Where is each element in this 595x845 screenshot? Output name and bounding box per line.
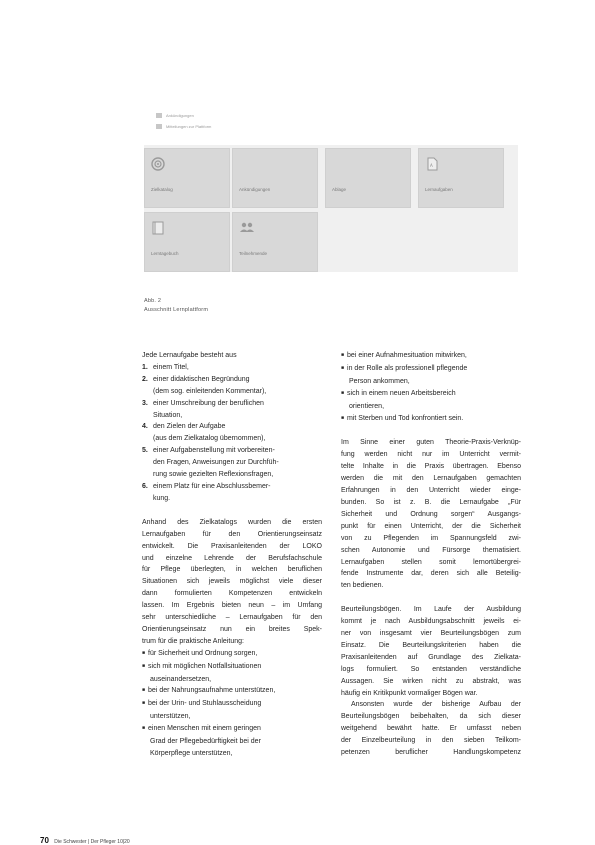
tile-ankuendigungen: [232, 148, 318, 208]
tile-label: Lernaufgaben: [425, 187, 453, 192]
paragraph-line: schen Autonomie und Fürsorge thematisiert.: [341, 546, 521, 554]
list-number: 3.: [142, 399, 148, 407]
paragraph-line: entwickelt. Die Praxisanleitenden der LOKO: [142, 542, 322, 550]
paragraph-line: Beurteilungsbögen. Im Laufe der Ausbildung: [341, 606, 521, 614]
list-text-cont: Situation,: [153, 411, 183, 419]
bullet-item-cont: auseinandersetzen,: [150, 675, 212, 683]
journal-name: Die Schwester | Der Pfleger 10|20: [54, 839, 130, 845]
bullet-item: ■ mit Sterben und Tod konfrontiert sein.: [341, 413, 521, 426]
paragraph-line: Situationen sich jeweils möglichst viele dieser: [142, 578, 322, 586]
list-text: einer didaktischen Begründung: [153, 375, 250, 383]
figure-menu-item-2: [156, 124, 211, 129]
target-icon: [151, 157, 165, 171]
paragraph-line: telte Inhalte in die Praxis übertragen. Ebenso: [341, 463, 521, 471]
bullet-item-cont: Körperpflege unterstützen,: [150, 750, 233, 757]
paragraph-line: ner von insgesamt vier Beurteilungsbögen zum: [341, 630, 521, 638]
list-number: 6.: [142, 482, 148, 490]
list-text-cont: rung sowie gezielten Reflexionsfragen,: [153, 471, 274, 479]
paragraph-line: dann formulierten Kompetenzen entwickeln: [142, 590, 322, 598]
list-item: [142, 445, 322, 457]
paragraph-line: für Pflege überlegten, in welchen beruflichen: [142, 566, 322, 574]
paragraph-line: Beurteilungsbögen beibehalten, da sich dieser: [341, 713, 521, 721]
figure-tile-grid: [144, 145, 518, 272]
paragraph-line: Aussagen. Sie wirken nicht zu abstrakt, was: [341, 677, 521, 685]
paragraph-line: kommt je nach Ausbildungsabschnitt jeweils ei-: [341, 618, 521, 626]
list-item: [142, 374, 322, 386]
left-column: [142, 350, 322, 760]
bullet-list-left: [142, 648, 322, 760]
paragraph-zielkatalog: [142, 517, 322, 648]
notebook-icon: [151, 221, 165, 235]
paragraph-line: fung werden nicht nur im Unterricht vermit-: [341, 451, 521, 459]
paragraph-line: Lernaufgaben stellen somit lernortübergrei-: [341, 558, 521, 566]
bullet-item: ■ in der Rolle als professionell pflegende: [341, 363, 521, 376]
list-text-cont: kung.: [153, 494, 171, 502]
tile-lernaufgaben: [418, 148, 504, 208]
paragraph-aufbau: [341, 699, 521, 759]
tile-lerntagebuch: [144, 212, 230, 272]
bullet-item-cont: orientieren,: [349, 402, 385, 410]
list-text: den Zielen der Aufgabe: [153, 423, 226, 431]
tile-teilnehmende: [232, 212, 318, 272]
menu-bullet-icon: [156, 124, 162, 129]
list-number: 1.: [142, 363, 148, 371]
list-item: [142, 481, 322, 493]
tile-label: Zielkatalog: [151, 187, 173, 192]
paragraph-line: Orientierungseinsatz nun ein breites Spek-: [142, 625, 322, 633]
tile-label: Teilnehmende: [239, 251, 268, 256]
paragraph-line: Erfahrungen in den Unterricht wieder einge-: [341, 487, 521, 495]
bullet-item: ■ einen Menschen mit einem geringen: [142, 723, 322, 736]
paragraph-line: werden die mit den Lernaufgaben gemachten: [341, 475, 521, 483]
list-number: 5.: [142, 447, 148, 455]
list-number: 4.: [142, 423, 148, 431]
list-text: einem Titel,: [153, 363, 189, 371]
list-item: [142, 398, 322, 410]
bullet-item: ■ bei der Urin- und Stuhlausscheidung: [142, 698, 322, 711]
menu-bullet-icon: [156, 113, 162, 118]
paragraph-line: bunden. So ist z. B. die Lernaufgabe „Für: [341, 498, 521, 506]
list-intro: Jede Lernaufgabe besteht aus: [142, 352, 237, 359]
users-icon: [239, 221, 255, 235]
list-item: [142, 421, 322, 433]
list-number: 2.: [142, 375, 148, 383]
list-text-cont: den Fragen, Anweisungen zur Durchfüh-: [153, 459, 279, 467]
bullet-item: ■ sich in einem neuen Arbeitsbereich: [341, 388, 521, 401]
svg-text:A: A: [430, 163, 433, 168]
list-text: einer Umschreibung der beruflichen: [153, 399, 264, 407]
paragraph-line: fende Instrumente dar, deren sich alle Beteilig-: [341, 570, 521, 578]
paragraph-line: punkt für einen Unterricht, der die Sicherheit: [341, 522, 521, 530]
paragraph-line: lassen. Im Ergebnis bieten neun – im Umfang: [142, 602, 322, 610]
document-icon: [425, 157, 439, 171]
figure-menu-item-1: [156, 113, 194, 118]
paragraph-line: petenzen beruflicher Handlungskompetenz: [341, 749, 521, 757]
paragraph-line: sehr unterschiedliche – Lernaufgaben für den: [142, 614, 322, 622]
figure-caption-title: Abb. 2: [144, 298, 162, 304]
page-footer: [40, 836, 130, 845]
paragraph-line: von zu Pflegenden im Spannungsfeld zwi-: [341, 534, 521, 542]
bullet-item-cont: unterstützen,: [150, 713, 191, 721]
list-item: [142, 362, 322, 374]
bullet-item: ■ sich mit möglichen Notfallsituationen: [142, 661, 322, 674]
paragraph-line: der Einzelbeurteilung in den sieben Teilkom-: [341, 737, 521, 745]
paragraph-line: Im Sinne einer guten Theorie-Praxis-Verknüp-: [341, 439, 521, 447]
paragraph-line: Sicherheit und Ordnung sorgen“ Ausgangs-: [341, 510, 521, 518]
paragraph-line: und einzelne Lehrende der Berufsfachschule: [142, 554, 322, 562]
bullet-item: ■ bei der Nahrungsaufnahme unterstützen,: [142, 685, 322, 698]
page-number: 70: [40, 836, 49, 845]
figure-menu-label: Mitteilungen zur Plattform: [166, 124, 212, 129]
tile-zielkatalog: [144, 148, 230, 208]
paragraph-line: Einsatz. Die Beurteilungskriterien haben die: [341, 641, 521, 649]
list-text: einem Platz für eine Abschlussbemer-: [153, 482, 271, 490]
paragraph-line: Lernaufgaben für den Orientierungseinsatz: [142, 530, 322, 538]
bullet-item-cont: Person ankommen,: [349, 377, 410, 385]
tile-label: Lerntagebuch: [151, 251, 179, 256]
figure-menu-label: Ankündigungen: [166, 113, 194, 118]
bullet-item: ■ für Sicherheit und Ordnung sorgen,: [142, 648, 322, 661]
figure-caption-text: Ausschnitt Lernplattform: [144, 307, 209, 313]
bullet-item: ■ bei einer Aufnahmesituation mitwirken,: [341, 350, 521, 363]
paragraph-line: weitgehend bewährt hatte. Er umfasst neben: [341, 725, 521, 733]
list-text-cont: (aus dem Zielkatalog übernommen),: [153, 435, 266, 443]
right-column: [341, 350, 521, 759]
tile-label: Ablage: [332, 187, 347, 192]
numbered-list: [142, 362, 322, 505]
tile-label: Ankündigungen: [239, 187, 271, 192]
paragraph-theorie-praxis: [341, 437, 521, 592]
bullet-list-right: [341, 350, 521, 425]
paragraph-line: häufig ein Kritikpunkt vormaliger Bögen war.: [341, 689, 478, 697]
bullet-item-cont: Grad der Pflegebedürftigkeit bei der: [150, 738, 261, 746]
paragraph-beurteilungsboegen: [341, 604, 521, 699]
paragraph-line: Ansonsten wurde der bisherige Aufbau der: [351, 701, 521, 709]
paragraph-line: logs formuliert. So entstanden verständliche: [341, 665, 521, 673]
list-text: einer Aufgabenstellung mit vorbereiten-: [153, 447, 275, 455]
paragraph-line: ten bedienen.: [341, 582, 384, 590]
list-text-cont: (dem sog. einleitenden Kommentar),: [153, 387, 267, 395]
tile-ablage: [325, 148, 411, 208]
paragraph-line: trum für die praktische Anleitung:: [142, 637, 244, 645]
paragraph-line: Anhand des Zielkatalogs wurden die ersten: [142, 518, 322, 526]
paragraph-line: Praxisanleitenden auf Grundlage des Zielkata-: [341, 653, 521, 661]
